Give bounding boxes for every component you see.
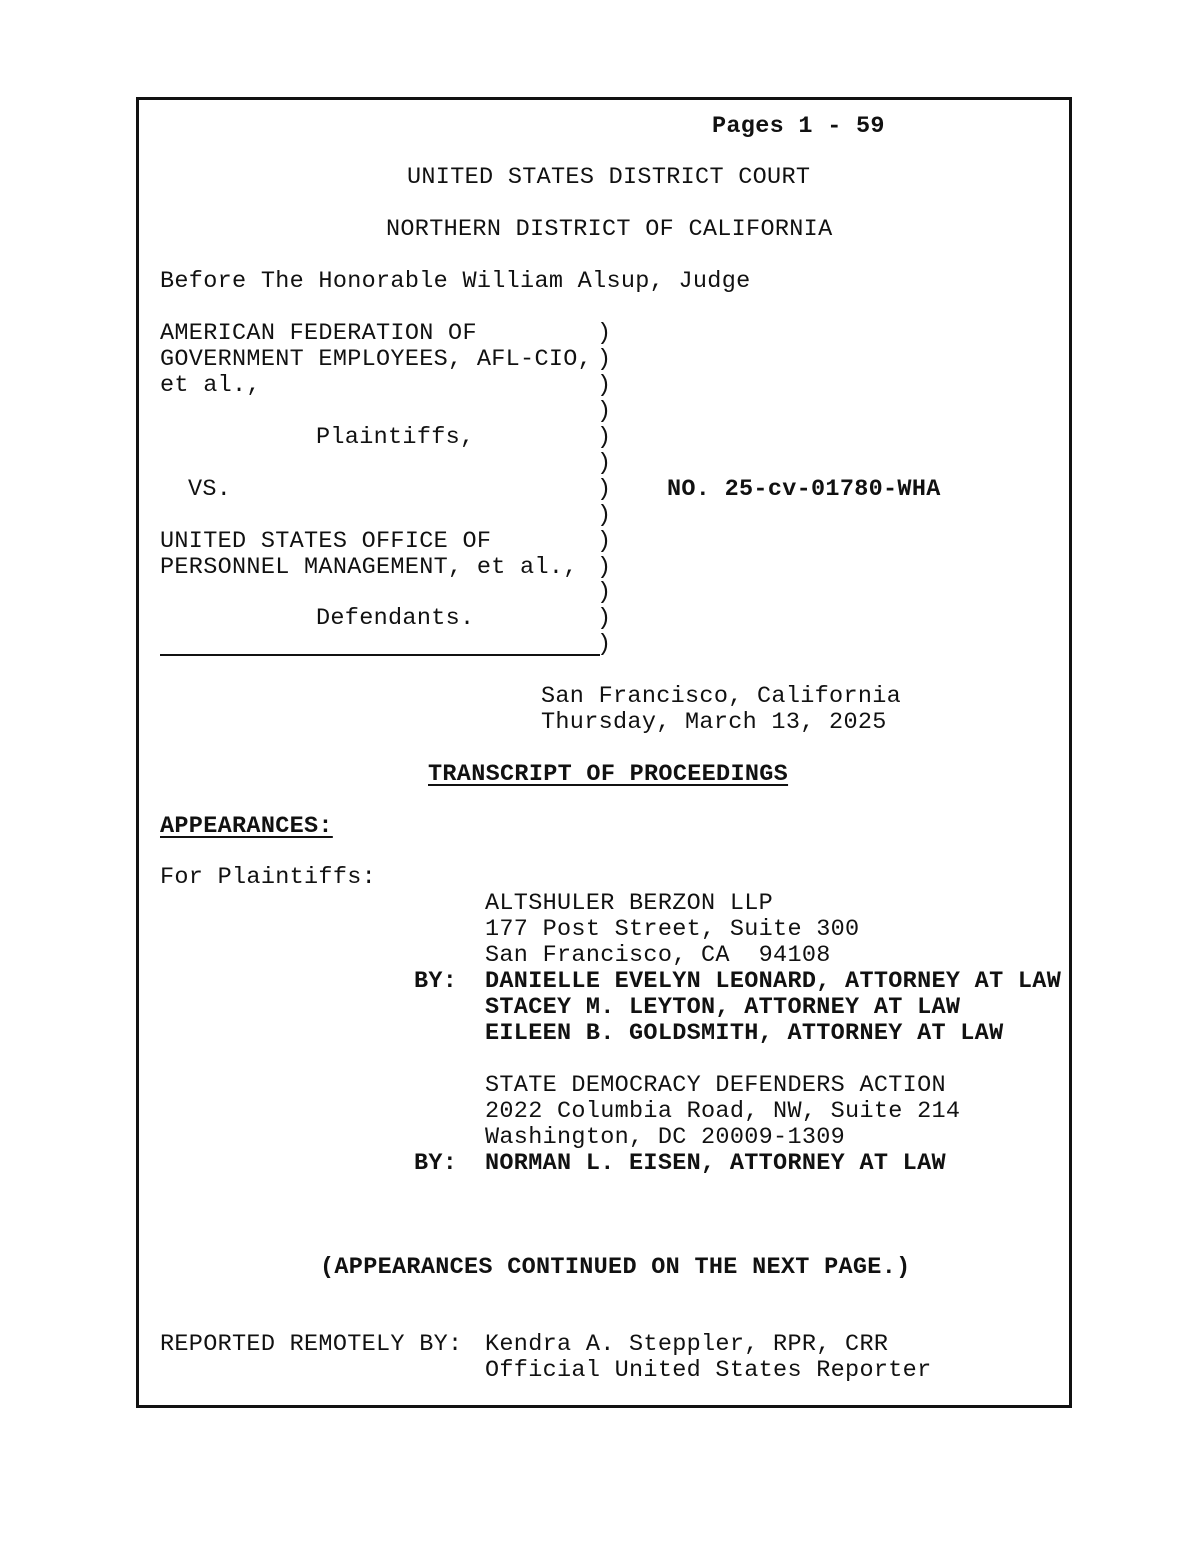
appearances-continued-note: (APPEARANCES CONTINUED ON THE NEXT PAGE.)	[320, 1254, 911, 1281]
appearances-heading: APPEARANCES:	[160, 813, 333, 840]
page-range: Pages 1 - 59	[712, 113, 885, 140]
firm-1-attorney-3: EILEEN B. GOLDSMITH, ATTORNEY AT LAW	[485, 1020, 1004, 1047]
versus-label: VS.	[188, 476, 232, 503]
caption-paren: )	[597, 631, 612, 658]
reporter-name: Kendra A. Steppler, RPR, CRR	[485, 1331, 889, 1358]
plaintiff-line-3: et al.,	[160, 372, 261, 399]
court-name: UNITED STATES DISTRICT COURT	[407, 164, 811, 191]
by-label: BY:	[414, 1150, 458, 1177]
plaintiffs-label: Plaintiffs,	[316, 424, 475, 451]
caption-paren: )	[597, 320, 612, 347]
plaintiff-line-2: GOVERNMENT EMPLOYEES, AFL-CIO,	[160, 346, 593, 373]
firm-2-address-2: Washington, DC 20009-1309	[485, 1124, 846, 1151]
firm-2-name: STATE DEMOCRACY DEFENDERS ACTION	[485, 1072, 946, 1099]
case-number: NO. 25-cv-01780-WHA	[667, 476, 941, 503]
firm-1-attorney-2: STACEY M. LEYTON, ATTORNEY AT LAW	[485, 994, 961, 1021]
document-title: TRANSCRIPT OF PROCEEDINGS	[428, 761, 789, 788]
firm-1-address-2: San Francisco, CA 94108	[485, 942, 831, 969]
caption-paren: )	[597, 424, 612, 451]
firm-1-address-1: 177 Post Street, Suite 300	[485, 916, 860, 943]
by-label: BY:	[414, 968, 458, 995]
judge-line: Before The Honorable William Alsup, Judge	[160, 268, 751, 295]
caption-paren: )	[597, 605, 612, 632]
caption-underline	[160, 654, 600, 656]
hearing-location: San Francisco, California	[541, 683, 902, 710]
firm-1-attorney-1: DANIELLE EVELYN LEONARD, ATTORNEY AT LAW	[485, 968, 1062, 995]
for-plaintiffs-label: For Plaintiffs:	[160, 864, 377, 891]
caption-paren: )	[597, 450, 612, 477]
defendant-line-2: PERSONNEL MANAGEMENT, et al.,	[160, 554, 578, 581]
firm-1-name: ALTSHULER BERZON LLP	[485, 890, 774, 917]
caption-paren: )	[597, 528, 612, 555]
caption-paren: )	[597, 502, 612, 529]
reporter-title: Official United States Reporter	[485, 1357, 932, 1384]
caption-paren: )	[597, 372, 612, 399]
firm-2-attorney-1: NORMAN L. EISEN, ATTORNEY AT LAW	[485, 1150, 946, 1177]
caption-paren: )	[597, 398, 612, 425]
caption-paren: )	[597, 579, 612, 606]
district-name: NORTHERN DISTRICT OF CALIFORNIA	[386, 216, 833, 243]
firm-2-address-1: 2022 Columbia Road, NW, Suite 214	[485, 1098, 961, 1125]
defendant-line-1: UNITED STATES OFFICE OF	[160, 528, 492, 555]
plaintiff-line-1: AMERICAN FEDERATION OF	[160, 320, 477, 347]
caption-paren: )	[597, 554, 612, 581]
reporter-label: REPORTED REMOTELY BY:	[160, 1331, 463, 1358]
hearing-date: Thursday, March 13, 2025	[541, 709, 887, 736]
caption-paren: )	[597, 346, 612, 373]
caption-paren: )	[597, 476, 612, 503]
defendants-label: Defendants.	[316, 605, 475, 632]
